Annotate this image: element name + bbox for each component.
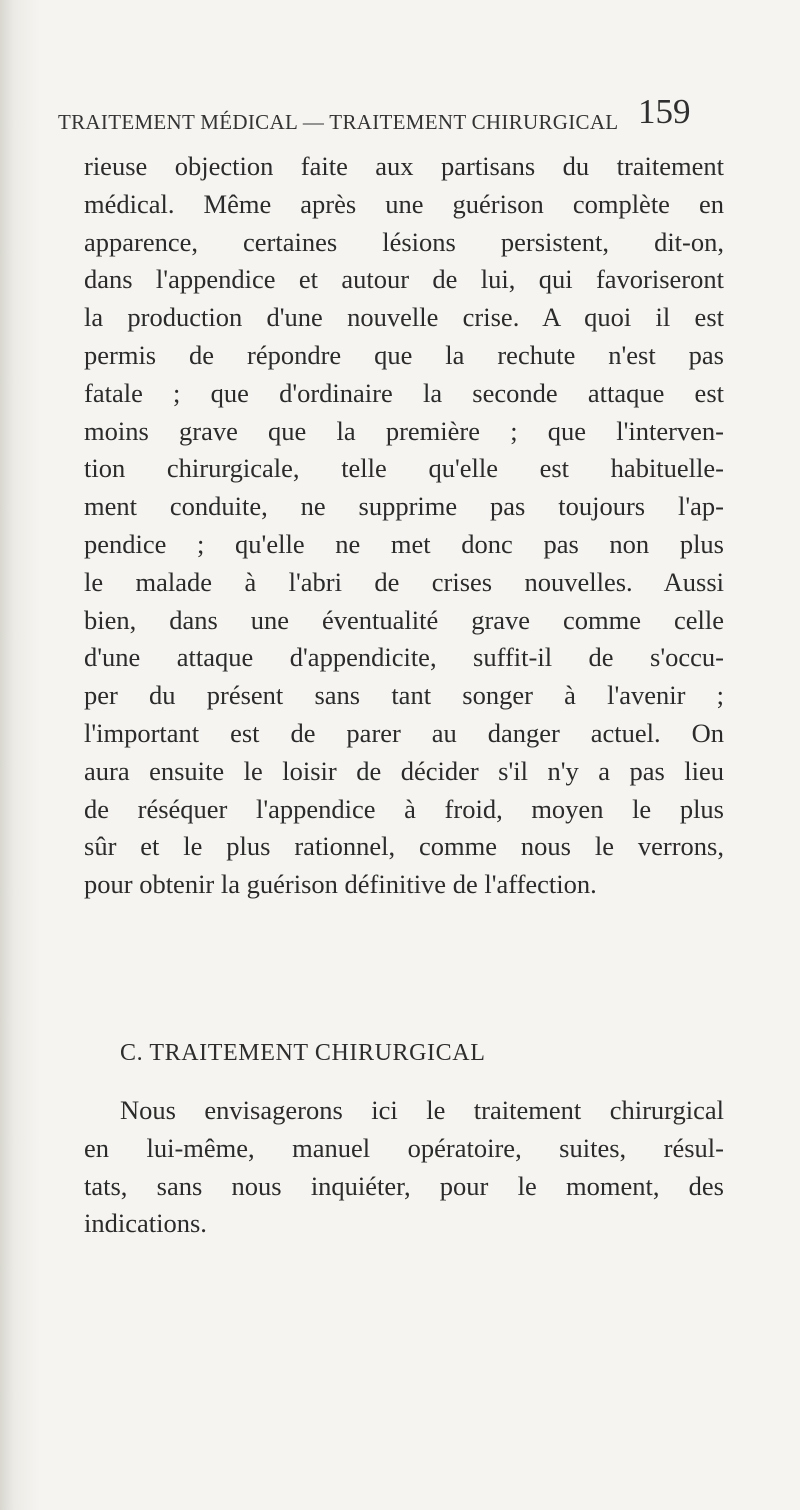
text-line: per du présent sans tant songer à l'avenir ; <box>84 680 724 711</box>
text-line: pour obtenir la guérison définitive de l'affection. <box>84 869 597 900</box>
text-line: tats, sans nous inquiéter, pour le moment, des <box>84 1170 724 1201</box>
text-line: la production d'une nouvelle crise. A quoi il est <box>84 302 724 333</box>
section-title: C. TRAITEMENT CHIRURGICAL <box>120 1040 486 1066</box>
text-line: aura ensuite le loisir de décider s'il n'y a pas lieu <box>84 755 724 786</box>
text-line: dans l'appendice et autour de lui, qui favoriseront <box>84 264 724 295</box>
text-line: apparence, certaines lésions persistent, dit-on, <box>84 226 724 257</box>
text-line: tion chirurgicale, telle qu'elle est habituelle- <box>84 453 724 484</box>
text-line: médical. Même après une guérison complète en <box>84 188 724 219</box>
text-line: fatale ; que d'ordinaire la seconde attaque est <box>84 377 724 408</box>
paragraph-2 <box>84 1092 724 1243</box>
text-line: bien, dans une éventualité grave comme celle <box>84 604 724 635</box>
text-line: le malade à l'abri de crises nouvelles. Aussi <box>84 566 724 597</box>
text-line: sûr et le plus rationnel, comme nous le verrons, <box>84 831 724 862</box>
text-line: d'une attaque d'appendicite, suffit-il de s'occu- <box>84 642 724 673</box>
text-line: moins grave que la première ; que l'interven- <box>84 415 724 446</box>
text-line: l'important est de parer au danger actuel. On <box>84 717 724 748</box>
text-line: de réséquer l'appendice à froid, moyen le plus <box>84 793 724 824</box>
running-head <box>58 92 758 142</box>
text-line: rieuse objection faite aux partisans du traitement <box>84 151 724 181</box>
text-line: Nous envisagerons ici le traitement chirurgical <box>120 1095 724 1125</box>
text-line: indications. <box>84 1208 207 1239</box>
text-line: ment conduite, ne supprime pas toujours l'ap- <box>84 491 724 522</box>
text-line: en lui-même, manuel opératoire, suites, résul- <box>84 1132 724 1163</box>
running-head-title: TRAITEMENT MÉDICAL — TRAITEMENT CHIRURGICAL <box>58 110 619 134</box>
text-line: permis de répondre que la rechute n'est pas <box>84 339 724 370</box>
paragraph-1 <box>84 148 724 904</box>
text-line: pendice ; qu'elle ne met donc pas non plus <box>84 528 724 559</box>
page-number: 159 <box>638 92 691 131</box>
